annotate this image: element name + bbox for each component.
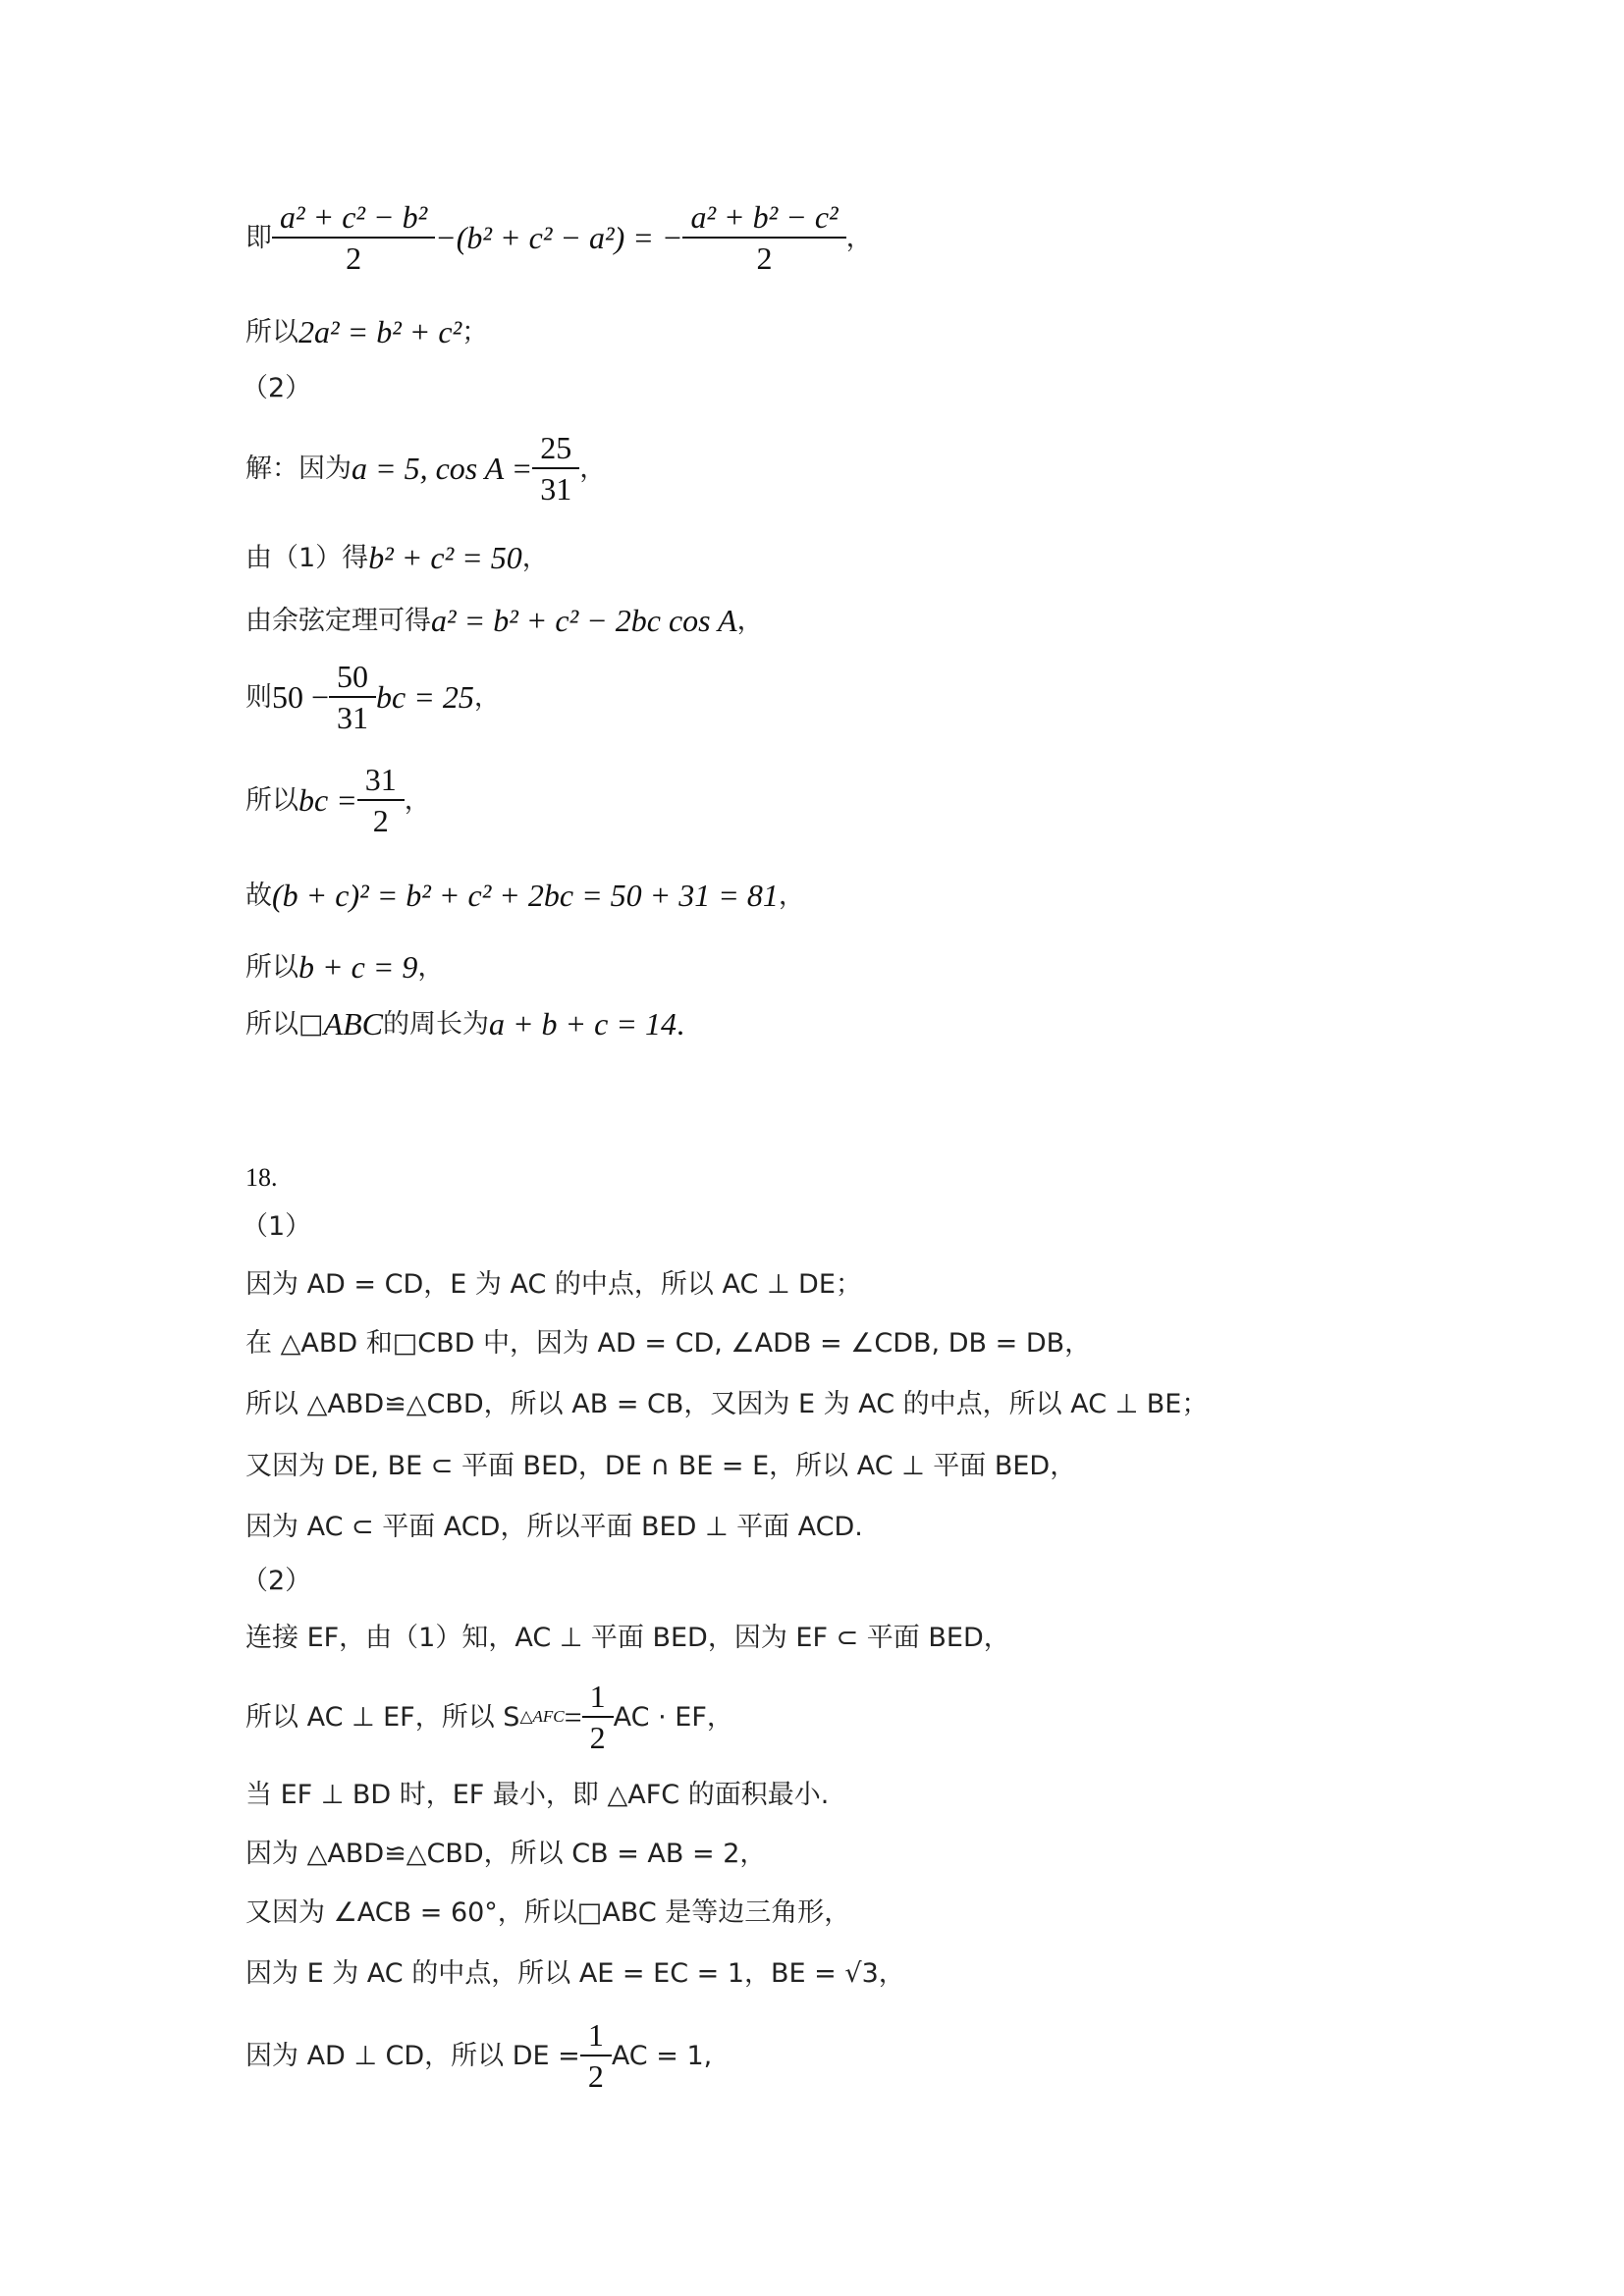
punctuation: . [676, 1006, 684, 1041]
proof-line: 又因为 ∠ACB = 60°，所以□ABC 是等边三角形， [245, 1897, 851, 1928]
equals-sign: = [564, 1699, 582, 1735]
text-prefix: 因为 AD ⊥ CD，所以 DE = [245, 2040, 580, 2071]
text-prefix: 故 [245, 880, 272, 911]
fraction-numerator: 1 [587, 2017, 604, 2053]
fraction-denominator: 31 [532, 467, 579, 505]
equation-line [245, 605, 764, 636]
punctuation: ， [778, 880, 805, 911]
fraction [586, 1681, 610, 1753]
fraction-numerator: a² + b² − c² [690, 199, 839, 235]
math-expression: bc = [298, 782, 357, 818]
fraction-numerator: 50 [337, 659, 369, 694]
equation-line [245, 2019, 712, 2092]
text-suffix: AC · EF， [613, 1701, 733, 1733]
punctuation: ， [417, 951, 445, 983]
punctuation: ， [845, 222, 873, 253]
equation-line [245, 432, 606, 505]
part-label: （2） [242, 373, 312, 403]
math-expression: bc = 25 [376, 679, 474, 715]
math-expression: −(b² + c² − a²) = − [435, 220, 683, 255]
fraction [536, 432, 575, 505]
text-prefix: 所以 [245, 784, 298, 816]
math-expression: 50 − [272, 679, 330, 715]
fraction [686, 201, 841, 274]
proof-line: 因为 △ABD≌△CBD，所以 CB = AB = 2， [245, 1839, 767, 1869]
equation-line [245, 542, 549, 573]
math-expression: ABC [323, 1006, 383, 1041]
equation-line [245, 764, 431, 836]
text-prefix: 由（1）得 [245, 542, 369, 573]
proof-line: 因为 AD = CD，E 为 AC 的中点，所以 AC ⊥ DE； [245, 1269, 862, 1300]
text-prefix: 由余弦定理可得 [245, 605, 431, 636]
text-prefix: 所以 [245, 951, 298, 983]
math-expression: 2a² = b² + c² [298, 314, 462, 349]
fraction-denominator: 2 [272, 237, 435, 274]
equation-line [245, 661, 501, 733]
text-prefix: 所以□ [245, 1008, 324, 1040]
math-expression: b + c = 9 [298, 949, 418, 985]
fraction-numerator: 25 [540, 430, 572, 465]
math-expression: a + b + c = 14 [488, 1006, 677, 1041]
proof-line: 因为 E 为 AC 的中点，所以 AE = EC = 1，BE = √3， [245, 1958, 905, 1989]
text-prefix: 所以 AC ⊥ EF，所以 S [245, 1701, 520, 1733]
fraction-denominator: 31 [329, 696, 376, 733]
punctuation: ； [461, 316, 489, 347]
proof-line: 因为 AC ⊂ 平面 ACD，所以平面 BED ⊥ 平面 ACD. [245, 1512, 863, 1542]
proof-line: 又因为 DE, BE ⊂ 平面 BED，DE ∩ BE = E，所以 AC ⊥ 平面 BED， [245, 1451, 1077, 1481]
fraction-numerator: 31 [364, 762, 397, 797]
equation-line [245, 1008, 684, 1040]
part-label: （2） [242, 1566, 312, 1596]
part-label: （1） [242, 1211, 312, 1242]
fraction [276, 201, 431, 274]
punctuation: ， [404, 784, 431, 816]
question-number: 18. [245, 1163, 278, 1192]
equation-line [245, 316, 488, 347]
fraction-numerator: 1 [589, 1679, 606, 1714]
punctuation: ， [736, 605, 764, 636]
punctuation: ， [579, 453, 607, 484]
fraction-denominator: 2 [682, 237, 845, 274]
proof-line: 当 EF ⊥ BD 时，EF 最小，即 △AFC 的面积最小. [245, 1780, 830, 1810]
fraction-numerator: a² + c² − b² [280, 199, 428, 235]
punctuation: ， [473, 681, 501, 713]
math-expression: a² = b² + c² − 2bc cos A [431, 603, 737, 638]
fraction [584, 2019, 608, 2092]
text-middle: 的周长为 [382, 1008, 489, 1040]
fraction [333, 661, 372, 733]
equation-line [245, 880, 805, 911]
math-expression: b² + c² = 50 [368, 540, 522, 575]
equation-line: 所以 AC ⊥ EF，所以 S △AFC = $\frac{1}{2}$ AC · EF， [245, 1679, 733, 1755]
fraction [361, 764, 401, 836]
math-expression: (b + c)² = b² + c² + 2bc = 50 + 31 = 81 [272, 878, 779, 913]
equation-line-jifrac [245, 201, 873, 274]
proof-line: 所以 △ABD≌△CBD，所以 AB = CB，又因为 E 为 AC 的中点，所以 AC ⊥ BE； [245, 1389, 1209, 1419]
fraction-denominator: 2 [582, 1716, 614, 1753]
punctuation: ， [521, 542, 549, 573]
text-suffix: AC = 1, [611, 2040, 713, 2071]
text-prefix: 即 [245, 222, 272, 253]
equation-line [245, 951, 444, 983]
fraction-denominator: 2 [580, 2055, 612, 2092]
fraction-denominator: 2 [357, 799, 405, 836]
math-expression: a = 5, cos A = [352, 451, 533, 486]
text-prefix: 则 [245, 681, 272, 713]
proof-line: 在 △ABD 和□CBD 中，因为 AD = CD, ∠ADB = ∠CDB, DB = DB， [245, 1328, 1092, 1359]
text-prefix: 所以 [245, 316, 298, 347]
text-prefix: 解：因为 [245, 453, 352, 484]
proof-line: 连接 EF，由（1）知，AC ⊥ 平面 BED，因为 EF ⊂ 平面 BED， [245, 1623, 1010, 1653]
